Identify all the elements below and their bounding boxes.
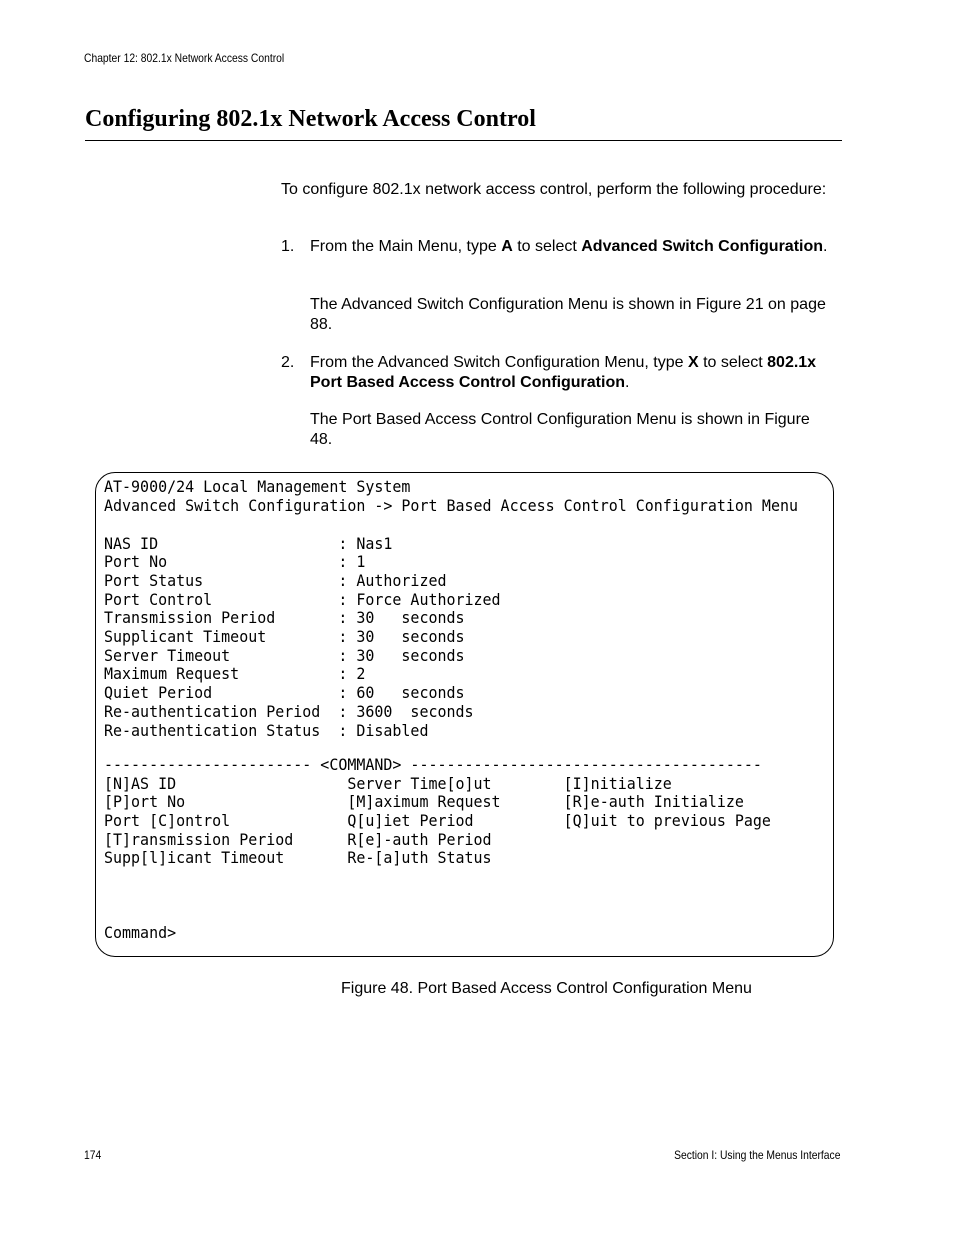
title-rule	[85, 140, 842, 141]
running-header: Chapter 12: 802.1x Network Access Control	[84, 51, 285, 65]
terminal-line: Re-authentication Status : Disabled	[104, 722, 429, 740]
terminal-line: Port Control : Force Authorized	[104, 591, 501, 609]
terminal-line: Command>	[104, 924, 177, 942]
terminal-line: ----------------------- <COMMAND> ---------------------------------------	[104, 756, 762, 774]
section-footer: Section I: Using the Menus Interface	[673, 1148, 840, 1162]
terminal-line: [P]ort No [M]aximum Request [R]e-auth Initialize	[104, 793, 744, 811]
step-1-number: 1.	[281, 238, 295, 255]
step-2-number: 2.	[281, 354, 295, 371]
terminal-line: Server Timeout : 30 seconds	[104, 647, 465, 665]
terminal-line: Port [C]ontrol Q[u]iet Period [Q]uit to previous Page	[104, 812, 771, 830]
terminal-line: Port No : 1	[104, 553, 366, 571]
step-2-note: The Port Based Access Control Configuration Menu is shown in Figure 48.	[310, 411, 810, 448]
terminal-line: Transmission Period : 30 seconds	[104, 609, 465, 627]
terminal-line: Quiet Period : 60 seconds	[104, 684, 465, 702]
terminal-line: AT-9000/24 Local Management System	[104, 478, 411, 496]
intro-paragraph: To configure 802.1x network access control, perform the following procedure:	[281, 181, 827, 198]
step-2-key: X	[687, 354, 699, 371]
page-number: 174	[84, 1148, 102, 1162]
terminal-line: [T]ransmission Period R[e]-auth Period	[104, 831, 492, 849]
terminal-line: Advanced Switch Configuration -> Port Based Access Control Configuration Menu	[104, 497, 798, 515]
step-2-text: From the Advanced Switch Configuration Menu, type X to select 802.1x Port Based Access Control Configuration.	[310, 354, 817, 391]
terminal-line: Supplicant Timeout : 30 seconds	[104, 628, 465, 646]
terminal-line: Re-authentication Period : 3600 seconds	[104, 703, 474, 721]
step-1-text: From the Main Menu, type A to select Advanced Switch Configuration.	[310, 238, 828, 255]
terminal-line: Supp[l]icant Timeout Re-[a]uth Status	[104, 849, 492, 867]
terminal-line: NAS ID : Nas1	[104, 535, 393, 553]
step-1-note: The Advanced Switch Configuration Menu is shown in Figure 21 on page 88.	[310, 296, 826, 333]
step-1-target: Advanced Switch Configuration	[581, 238, 824, 255]
figure-caption: Figure 48. Port Based Access Control Configuration Menu	[341, 980, 752, 997]
terminal-line: Maximum Request : 2	[104, 665, 366, 683]
section-title: Configuring 802.1x Network Access Control	[85, 106, 536, 132]
terminal-line: [N]AS ID Server Time[o]ut [I]nitialize	[104, 775, 672, 793]
step-1-key: A	[501, 238, 513, 255]
step-2-target: 802.1x Port Based Access Control Configuration	[310, 354, 817, 391]
terminal-line: Port Status : Authorized	[104, 572, 447, 590]
